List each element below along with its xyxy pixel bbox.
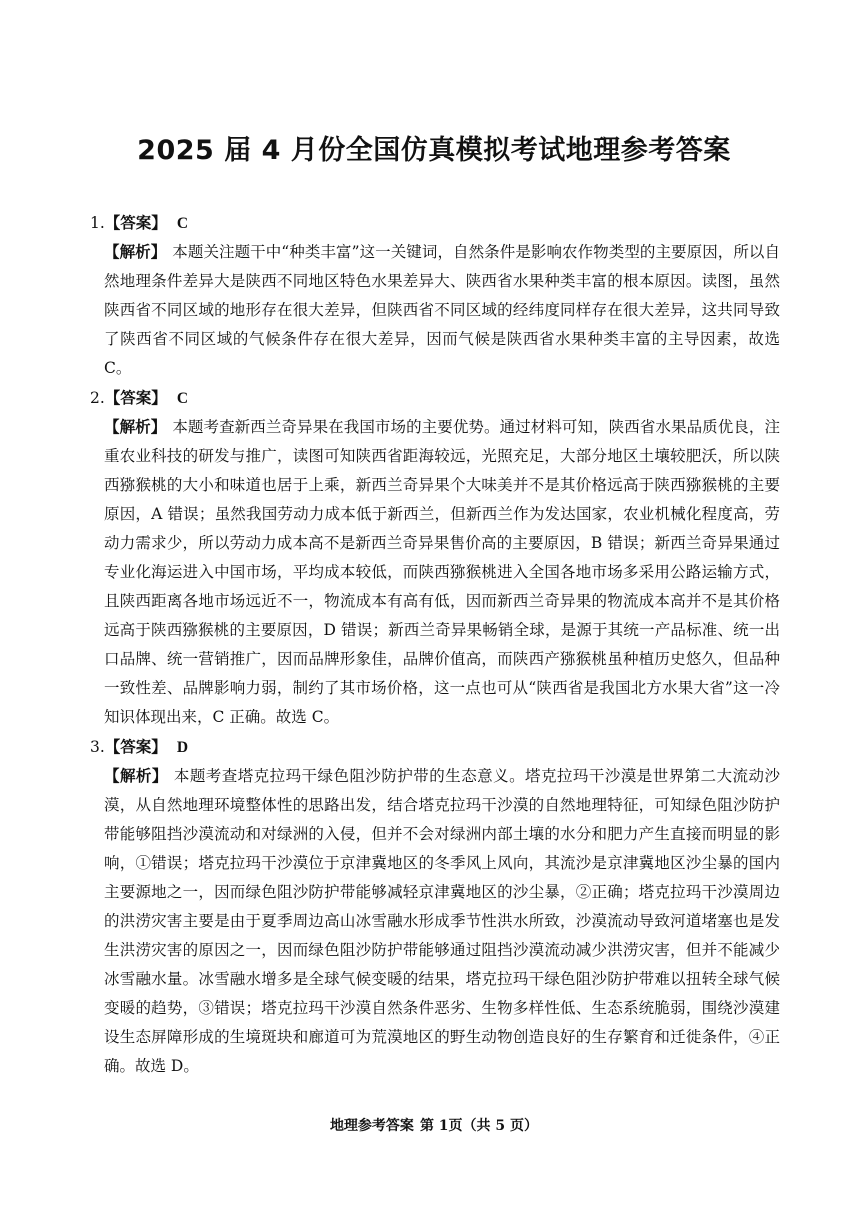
answer-label: 【答案】: [104, 388, 167, 407]
answer-label: 【答案】: [104, 213, 167, 232]
answer-letter: D: [176, 739, 189, 756]
analysis-paragraph: [90, 412, 780, 732]
answer-label: 【答案】: [104, 737, 167, 756]
footer-subject: 地理参考答案: [329, 1118, 414, 1134]
question-number: 3.: [90, 738, 105, 756]
answer-list: [90, 208, 780, 1081]
analysis-paragraph: [90, 237, 780, 383]
analysis-label: 【解析】: [104, 766, 168, 785]
analysis-label: 【解析】: [104, 417, 167, 436]
analysis-text: 本题关注题干中“种类丰富”这一关键词，自然条件是影响农作物类型的主要原因，所以自然地理条件差异大是陕西不同地区特色水果差异大、陕西省水果种类丰富的根本原因。读图，虽然陕西省不同区域的地形存在很大差异，但陕西省不同区域的经纬度同样存在很大差异，这共同导致了陕西省不同区域的气候条件存在很大差异，因而气候是陕西省水果种类丰富的主导因素，故选 C。: [104, 243, 780, 377]
analysis-paragraph: [90, 761, 780, 1081]
question-1: [90, 208, 780, 383]
footer-page-number: 第 1页（共 5 页）: [419, 1118, 539, 1134]
analysis-text: 本题考查新西兰奇异果在我国市场的主要优势。通过材料可知，陕西省水果品质优良，注重农业科技的研发与推广，读图可知陕西省距海较远，光照充足，大部分地区土壤较肥沃，所以陕西猕猴桃的大小和味道也居于上乘，新西兰奇异果个大味美并不是其价格远高于陕西猕猴桃的主要原因，A 错误；虽然我国劳动力成本低于新西兰，但新西兰作为发达国家，农业机械化程度高，劳动力需求少，所以劳动力成本高不是新西兰奇异果售价高的主要原因，B 错误；新西兰奇异果通过专业化海运进入中国市场，平均成本较低，而陕西猕猴桃进入全国各地市场多采用公路运输方式，且陕西距离各地市场远近不一，物流成本有高有低，因而新西兰奇异果的物流成本高并不是其价格远高于陕西猕猴桃的主要原因，D 错误；新西兰奇异果畅销全球，是源于其统一产品标准、统一出口品牌、统一营销推广，因而品牌形象佳，品牌价值高，而陕西产猕猴桃虽种植历史悠久，但品种一致性差、品牌影响力弱，制约了其市场价格，这一点也可从“陕西省是我国北方水果大省”这一冷知识体现出来，C 正确。故选 C。: [104, 418, 780, 726]
question-3: [90, 732, 780, 1081]
analysis-label: 【解析】: [104, 242, 167, 261]
answer-letter: C: [176, 390, 189, 407]
question-2: [90, 383, 780, 732]
answer-line: [90, 383, 780, 412]
answer-letter: C: [176, 215, 189, 232]
answer-line: [90, 732, 780, 761]
analysis-text: 本题考查塔克拉玛干绿色阻沙防护带的生态意义。塔克拉玛干沙漠是世界第二大流动沙漠，从自然地理环境整体性的思路出发，结合塔克拉玛干沙漠的自然地理特征，可知绿色阻沙防护带能够阻挡沙漠流动和对绿洲的入侵，但并不会对绿洲内部土壤的水分和肥力产生直接而明显的影响，①错误；塔克拉玛干沙漠位于京津冀地区的冬季风上风向，其流沙是京津冀地区沙尘暴的国内主要源地之一，因而绿色阻沙防护带能够减轻京津冀地区的沙尘暴，②正确；塔克拉玛干沙漠周边的洪涝灾害主要是由于夏季周边高山冰雪融水形成季节性洪水所致，沙漠流动导致河道堵塞也是发生洪涝灾害的原因之一，因而绿色阻沙防护带能够通过阻挡沙漠流动减少洪涝灾害，但并不能减少冰雪融水量。冰雪融水增多是全球气候变暖的结果，塔克拉玛干绿色阻沙防护带难以扭转全球气候变暖的趋势，③错误；塔克拉玛干沙漠自然条件恶劣、生物多样性低、生态系统脆弱，围绕沙漠建设生态屏障形成的生境斑块和廊道可为荒漠地区的野生动物创造良好的生存繁育和迁徙条件，④正确。故选 D。: [104, 767, 780, 1075]
question-number: 2.: [90, 389, 105, 407]
page-footer: [0, 1115, 868, 1135]
question-number: 1.: [90, 214, 105, 232]
page-title: 2025 届 4 月份全国仿真模拟考试地理参考答案: [137, 135, 731, 166]
answer-line: [90, 208, 780, 237]
